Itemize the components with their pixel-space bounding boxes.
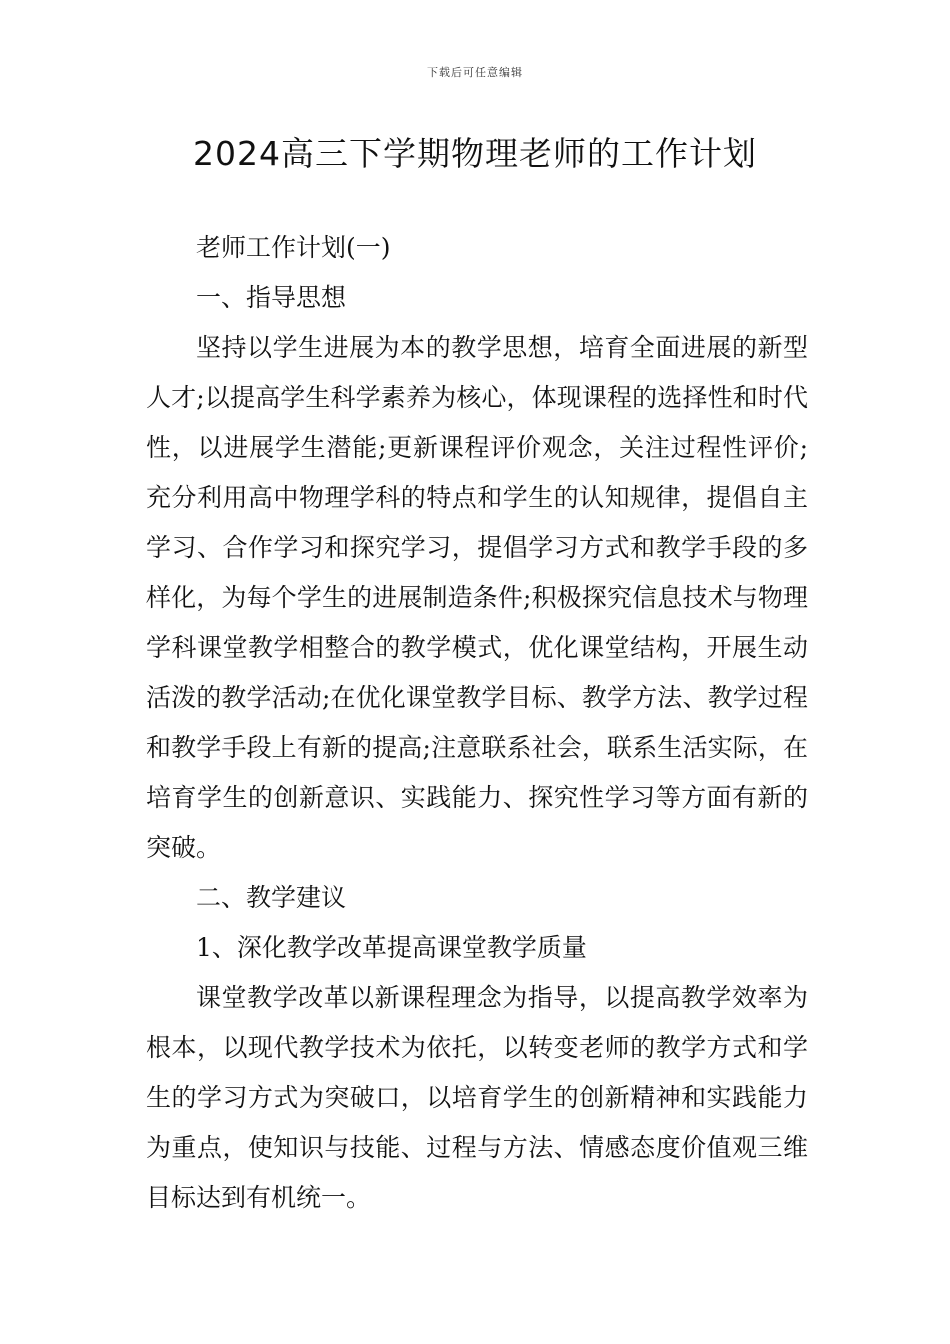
section-heading: 一、指导思想 — [196, 283, 347, 312]
document-body — [146, 223, 808, 1223]
header-note: 下载后可任意编辑 — [427, 66, 523, 79]
section-heading: 二、教学建议 — [196, 883, 347, 912]
body-paragraph: 坚持以学生进展为本的教学思想，培育全面进展的新型人才;以提高学生科学素养为核心，体现课程的选择性和时代性，以进展学生潜能;更新课程评价观念，关注过程性评价;充分利用高中物理学科的特点和学生的认知规律，提倡自主学习、合作学习和探究学习，提倡学习方式和教学手段的多样化，为每个学生的进展制造条件;积极探究信息技术与物理学科课堂教学相整合的教学模式，优化课堂结构，开展生动活泼的教学活动;在优化课堂教学目标、教学方法、教学过程和教学手段上有新的提高;注意联系社会，联系生活实际，在培育学生的创新意识、实践能力、探究性学习等方面有新的突破。 — [146, 333, 808, 862]
document-title: 2024高三下学期物理老师的工作计划 — [193, 134, 757, 173]
section-label: 老师工作计划(一) — [196, 233, 391, 262]
subsection-heading: 1、深化教学改革提高课堂教学质量 — [196, 933, 587, 962]
body-paragraph: 课堂教学改革以新课程理念为指导，以提高教学效率为根本，以现代教学技术为依托，以转变老师的教学方式和学生的学习方式为突破口，以培育学生的创新精神和实践能力为重点，使知识与技能、过程与方法、情感态度价值观三维目标达到有机统一。 — [146, 983, 808, 1212]
